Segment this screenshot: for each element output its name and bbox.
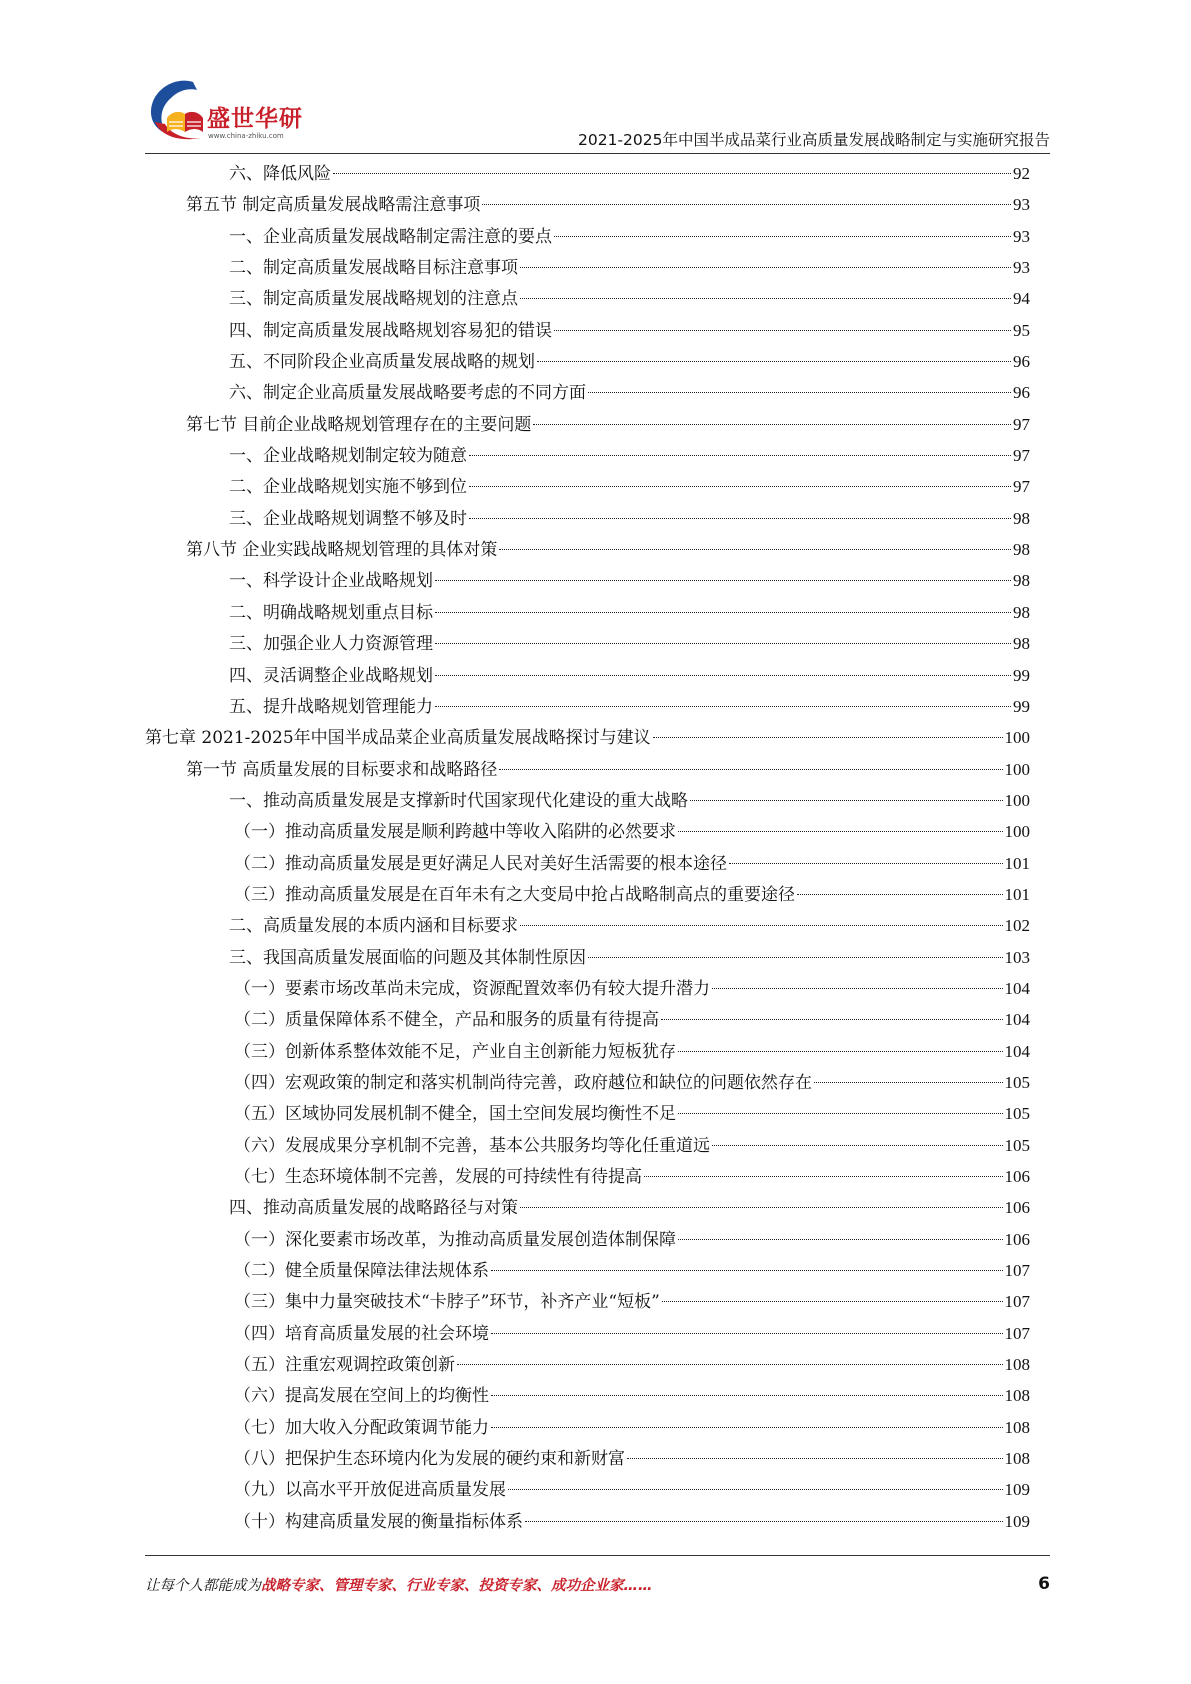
toc-dot-leader [491, 1427, 1003, 1428]
page-header [145, 78, 1050, 150]
toc-entry-page: 97 [1013, 446, 1030, 466]
toc-entry-title: 第七节 目前企业战略规划管理存在的主要问题 [186, 414, 532, 435]
toc-entry[interactable] [145, 189, 1030, 220]
toc-dot-leader [491, 1270, 1003, 1271]
toc-entry-page: 94 [1013, 289, 1030, 309]
toc-entry[interactable] [145, 1004, 1030, 1035]
toc-entry-page: 98 [1013, 571, 1030, 591]
toc-entry-title: 五、不同阶段企业高质量发展战略的规划 [229, 352, 535, 373]
toc-entry[interactable] [145, 785, 1030, 816]
toc-entry-title: （二）质量保障体系不健全，产品和服务的质量有待提高 [234, 1010, 659, 1031]
toc-dot-leader [469, 455, 1011, 456]
toc-entry[interactable] [145, 910, 1030, 941]
report-title: 2021-2025年中国半成品菜行业高质量发展战略制定与实施研究报告 [578, 131, 1050, 149]
toc-dot-leader [435, 675, 1011, 676]
toc-entry[interactable] [145, 628, 1030, 659]
toc-entry[interactable] [145, 1255, 1030, 1286]
page-number: 6 [1038, 1574, 1050, 1594]
toc-entry-title: （二）推动高质量发展是更好满足人民对美好生活需要的根本途径 [234, 853, 727, 874]
toc-entry[interactable] [145, 377, 1030, 408]
toc-entry-title: （十）构建高质量发展的衡量指标体系 [234, 1511, 523, 1532]
toc-dot-leader [678, 831, 1003, 832]
toc-entry-page: 105 [1004, 1104, 1030, 1124]
toc-dot-leader [499, 549, 1011, 550]
toc-entry-page: 106 [1004, 1167, 1030, 1186]
toc-entry[interactable] [145, 660, 1030, 691]
toc-entry-page: 92 [1013, 164, 1030, 183]
toc-entry-title: 三、企业战略规划调整不够及时 [229, 508, 467, 529]
logo-text: 盛世华研 [207, 106, 303, 132]
toc-dot-leader [712, 988, 1003, 989]
toc-entry-page: 100 [1004, 759, 1030, 779]
toc-dot-leader [712, 1145, 1003, 1146]
toc-entry-title: 第一节 高质量发展的目标要求和战略路径 [186, 759, 498, 780]
logo-emblem-icon [145, 78, 215, 146]
toc-entry-page: 103 [1004, 947, 1030, 967]
toc-entry-title: 第七章 2021-2025年中国半成品菜企业高质量发展战略探讨与建议 [145, 728, 651, 749]
toc-entry[interactable] [145, 879, 1030, 910]
toc-entry[interactable] [145, 754, 1030, 785]
toc-entry-title: 四、制定高质量发展战略规划容易犯的错误 [229, 320, 552, 341]
toc-entry[interactable] [145, 1380, 1030, 1411]
toc-entry-title: 五、提升战略规划管理能力 [229, 696, 433, 717]
toc-dot-leader [520, 267, 1011, 268]
toc-entry-page: 108 [1004, 1386, 1030, 1406]
toc-entry-title: （二）健全质量保障法律法规体系 [234, 1261, 489, 1282]
toc-entry[interactable] [145, 691, 1030, 722]
toc-entry-page: 104 [1004, 1010, 1030, 1030]
toc-entry[interactable] [145, 1506, 1030, 1537]
toc-dot-leader [520, 1207, 1003, 1208]
toc-entry-page: 99 [1013, 665, 1030, 685]
toc-dot-leader [661, 1019, 1003, 1020]
toc-entry[interactable] [145, 440, 1030, 471]
page-footer [145, 1574, 1050, 1595]
footer-slogan-lead: 让每个人都能成为 [145, 1578, 261, 1594]
toc-entry-title: 三、加强企业人力资源管理 [229, 634, 433, 655]
toc-entry-title: 二、企业战略规划实施不够到位 [229, 477, 467, 498]
toc-entry-page: 104 [1004, 1041, 1030, 1061]
toc-entry[interactable] [145, 722, 1030, 753]
toc-entry-title: （六）提高发展在空间上的均衡性 [234, 1386, 489, 1407]
toc-entry[interactable] [145, 252, 1030, 283]
footer-slogan-highlight: 战略专家、管理专家、行业专家、投资专家、成功企业家…… [261, 1578, 653, 1594]
toc-entry[interactable] [145, 315, 1030, 346]
toc-entry-page: 104 [1004, 978, 1030, 998]
toc-entry-page: 95 [1013, 320, 1030, 340]
toc-entry-page: 108 [1004, 1449, 1030, 1469]
toc-entry-title: 四、灵活调整企业战略规划 [229, 665, 433, 686]
toc-entry-title: 第八节 企业实践战略规划管理的具体对策 [186, 540, 498, 561]
toc-dot-leader [588, 957, 1003, 958]
toc-dot-leader [499, 769, 1002, 770]
toc-entry-page: 98 [1013, 508, 1030, 528]
toc-dot-leader [525, 1521, 1003, 1522]
toc-entry-title: （一）深化要素市场改革，为推动高质量发展创造体制保障 [234, 1229, 676, 1250]
toc-entry-page: 109 [1004, 1511, 1030, 1531]
toc-entry-page: 97 [1013, 414, 1030, 434]
toc-entry-page: 100 [1004, 790, 1030, 810]
toc-dot-leader [435, 580, 1011, 581]
toc-entry-title: （七）生态环境体制不完善，发展的可持续性有待提高 [234, 1167, 642, 1187]
toc-entry[interactable] [145, 1286, 1030, 1317]
toc-dot-leader [729, 863, 1003, 864]
toc-dot-leader [797, 894, 1003, 895]
toc-entry-page: 98 [1013, 602, 1030, 622]
toc-entry-page: 106 [1004, 1229, 1030, 1249]
toc-dot-leader [508, 1489, 1003, 1490]
toc-entry[interactable] [145, 1130, 1030, 1161]
toc-dot-leader [627, 1458, 1003, 1459]
toc-entry-title: 六、降低风险 [229, 164, 331, 184]
toc-dot-leader [588, 392, 1011, 393]
toc-entry-title: （四）培育高质量发展的社会环境 [234, 1323, 489, 1344]
toc-entry[interactable] [145, 409, 1030, 440]
toc-entry[interactable] [145, 221, 1030, 252]
toc-entry[interactable] [145, 1036, 1030, 1067]
toc-entry[interactable] [145, 1474, 1030, 1505]
toc-entry-title: （一）要素市场改革尚未完成，资源配置效率仍有较大提升潜力 [234, 978, 710, 999]
toc-entry-page: 101 [1004, 884, 1030, 904]
toc-entry-title: （八）把保护生态环境内化为发展的硬约束和新财富 [234, 1449, 625, 1470]
toc-entry-page: 108 [1004, 1355, 1030, 1375]
toc-entry-page: 102 [1004, 916, 1030, 936]
toc-dot-leader [678, 1051, 1003, 1052]
toc-entry[interactable] [145, 565, 1030, 596]
toc-dot-leader [435, 706, 1011, 707]
toc-entry[interactable] [145, 1443, 1030, 1474]
toc-entry[interactable] [145, 1349, 1030, 1380]
toc-entry[interactable] [145, 1098, 1030, 1129]
toc-entry-page: 107 [1004, 1292, 1030, 1312]
toc-entry-page: 98 [1013, 540, 1030, 560]
toc-dot-leader [491, 1333, 1003, 1334]
toc-entry[interactable] [145, 942, 1030, 973]
toc-entry-page: 96 [1013, 352, 1030, 372]
toc-entry-page: 101 [1004, 853, 1030, 873]
logo-url: www.china-zhiku.com [208, 132, 284, 140]
toc-dot-leader [457, 1364, 1003, 1365]
toc-entry-title: 六、制定企业高质量发展战略要考虑的不同方面 [229, 383, 586, 404]
toc-entry-title: （一）推动高质量发展是顺利跨越中等收入陷阱的必然要求 [234, 822, 676, 843]
toc-entry-title: 三、制定高质量发展战略规划的注意点 [229, 289, 518, 310]
toc-entry-page: 96 [1013, 383, 1030, 403]
toc-entry[interactable] [145, 816, 1030, 847]
toc-dot-leader [482, 204, 1011, 205]
toc-dot-leader [435, 643, 1011, 644]
toc-entry-title: （三）集中力量突破技术“卡脖子”环节，补齐产业“短板” [234, 1292, 660, 1313]
toc-dot-leader [533, 424, 1011, 425]
toc-dot-leader [678, 1239, 1003, 1240]
toc-entry-title: （五）区域协同发展机制不健全，国土空间发展均衡性不足 [234, 1104, 676, 1125]
toc-dot-leader [537, 361, 1011, 362]
toc-dot-leader [814, 1082, 1003, 1083]
toc-entry-title: 一、推动高质量发展是支撑新时代国家现代化建设的重大战略 [229, 790, 688, 811]
toc-entry-title: 二、明确战略规划重点目标 [229, 602, 433, 623]
toc-dot-leader [435, 612, 1011, 613]
toc-entry[interactable] [145, 848, 1030, 879]
toc-entry-page: 105 [1004, 1072, 1030, 1092]
toc-dot-leader [520, 298, 1011, 299]
toc-entry-title: （七）加大收入分配政策调节能力 [234, 1417, 489, 1438]
toc-entry[interactable] [145, 471, 1030, 502]
toc-dot-leader [520, 925, 1003, 926]
footer-divider [145, 1555, 1050, 1556]
toc-entry[interactable] [145, 283, 1030, 314]
toc-dot-leader [690, 800, 1003, 801]
toc-dot-leader [469, 518, 1011, 519]
toc-entry[interactable] [145, 534, 1030, 565]
toc-entry-title: （三）创新体系整体效能不足，产业自主创新能力短板犹存 [234, 1041, 676, 1062]
toc-entry-page: 93 [1013, 258, 1030, 278]
toc-entry-title: 一、企业战略规划制定较为随意 [229, 446, 467, 467]
toc-entry-page: 98 [1013, 634, 1030, 654]
toc-entry-title: 四、推动高质量发展的战略路径与对策 [229, 1198, 518, 1219]
toc-entry-title: （五）注重宏观调控政策创新 [234, 1355, 455, 1376]
toc-entry-title: （四）宏观政策的制定和落实机制尚待完善，政府越位和缺位的问题依然存在 [234, 1072, 812, 1093]
toc-entry-page: 105 [1004, 1135, 1030, 1155]
toc-dot-leader [678, 1113, 1003, 1114]
toc-entry[interactable] [145, 503, 1030, 534]
toc-entry-page: 109 [1004, 1480, 1030, 1500]
toc-entry-title: 一、科学设计企业战略规划 [229, 571, 433, 592]
toc-entry-title: 一、企业高质量发展战略制定需注意的要点 [229, 226, 552, 247]
toc-entry[interactable] [145, 346, 1030, 377]
toc-entry[interactable] [145, 1318, 1030, 1349]
toc-entry-title: （六）发展成果分享机制不完善，基本公共服务均等化任重道远 [234, 1135, 710, 1156]
toc-entry-title: 三、我国高质量发展面临的问题及其体制性原因 [229, 947, 586, 968]
toc-entry-page: 107 [1004, 1323, 1030, 1343]
toc-dot-leader [644, 1176, 1003, 1177]
toc-dot-leader [653, 737, 1003, 738]
toc-entry-title: （三）推动高质量发展是在百年未有之大变局中抢占战略制高点的重要途径 [234, 884, 795, 905]
toc-dot-leader [333, 173, 1011, 174]
toc-entry-page: 100 [1004, 822, 1030, 842]
toc-entry-page: 93 [1013, 226, 1030, 246]
toc-entry-page: 106 [1004, 1198, 1030, 1218]
toc-entry-page: 99 [1013, 696, 1030, 716]
toc-entry[interactable] [145, 1224, 1030, 1255]
toc-dot-leader [469, 486, 1011, 487]
toc-entry[interactable] [145, 158, 1030, 189]
toc-dot-leader [491, 1395, 1003, 1396]
toc-dot-leader [662, 1301, 1003, 1302]
toc-dot-leader [554, 330, 1011, 331]
toc-entry[interactable] [145, 1192, 1030, 1223]
toc-entry-title: 第五节 制定高质量发展战略需注意事项 [186, 195, 481, 216]
toc-entry-title: （九）以高水平开放促进高质量发展 [234, 1480, 506, 1501]
toc-entry-title: 二、高质量发展的本质内涵和目标要求 [229, 916, 518, 937]
toc-entry[interactable] [145, 1161, 1030, 1192]
toc-entry[interactable] [145, 1067, 1030, 1098]
header-divider [145, 153, 1050, 154]
toc-entry-page: 97 [1013, 477, 1030, 497]
toc-entry-page: 107 [1004, 1261, 1030, 1281]
toc-entry-page: 100 [1004, 728, 1030, 748]
company-logo [145, 78, 345, 146]
toc-entry[interactable] [145, 1412, 1030, 1443]
toc-entry-title: 二、制定高质量发展战略目标注意事项 [229, 258, 518, 279]
toc-dot-leader [554, 236, 1011, 237]
toc-entry[interactable] [145, 973, 1030, 1004]
table-of-contents [145, 158, 1030, 1537]
toc-entry-page: 93 [1013, 195, 1030, 215]
toc-entry-page: 108 [1004, 1417, 1030, 1437]
toc-entry[interactable] [145, 597, 1030, 628]
